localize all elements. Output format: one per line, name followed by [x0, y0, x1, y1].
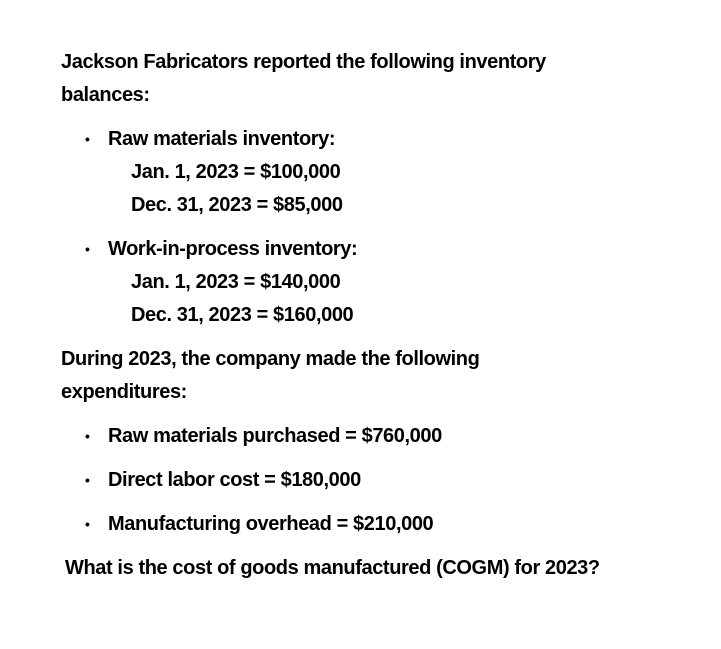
item-label: Work-in-process inventory: — [108, 238, 358, 260]
bullet-icon: • — [85, 428, 90, 444]
item-label: Raw materials inventory: — [108, 128, 336, 150]
item-value-line: Dec. 31, 2023 = $85,000 — [131, 194, 343, 216]
item-value-line: Dec. 31, 2023 = $160,000 — [131, 304, 354, 326]
item-label: Manufacturing overhead = $210,000 — [108, 513, 434, 535]
intro-paragraph — [61, 46, 681, 112]
inventory-list — [61, 123, 681, 332]
bullet-icon: • — [85, 472, 90, 488]
expenditures-paragraph — [61, 343, 681, 409]
intro-line-1: Jackson Fabricators reported the following inventory — [61, 51, 546, 73]
bullet-icon: • — [85, 131, 90, 147]
item-label: Direct labor cost = $180,000 — [108, 469, 361, 491]
expenditures-line-1: During 2023, the company made the following — [61, 348, 480, 370]
item-value-line: Jan. 1, 2023 = $100,000 — [131, 161, 341, 183]
expenditures-line-2: expenditures: — [61, 381, 187, 403]
problem-document — [61, 46, 681, 585]
list-item-work-in-process-inventory — [61, 233, 681, 332]
item-label: Raw materials purchased = $760,000 — [108, 425, 442, 447]
list-item-manufacturing-overhead — [61, 508, 681, 541]
intro-line-2: balances: — [61, 84, 150, 106]
expenditures-list — [61, 420, 681, 541]
list-item-direct-labor-cost — [61, 464, 681, 497]
list-item-raw-materials-inventory — [61, 123, 681, 222]
list-item-raw-materials-purchased — [61, 420, 681, 453]
item-value-line: Jan. 1, 2023 = $140,000 — [131, 271, 341, 293]
bullet-icon: • — [85, 241, 90, 257]
bullet-icon: • — [85, 516, 90, 532]
question-text: What is the cost of goods manufactured (COGM) for 2023? — [65, 557, 600, 579]
